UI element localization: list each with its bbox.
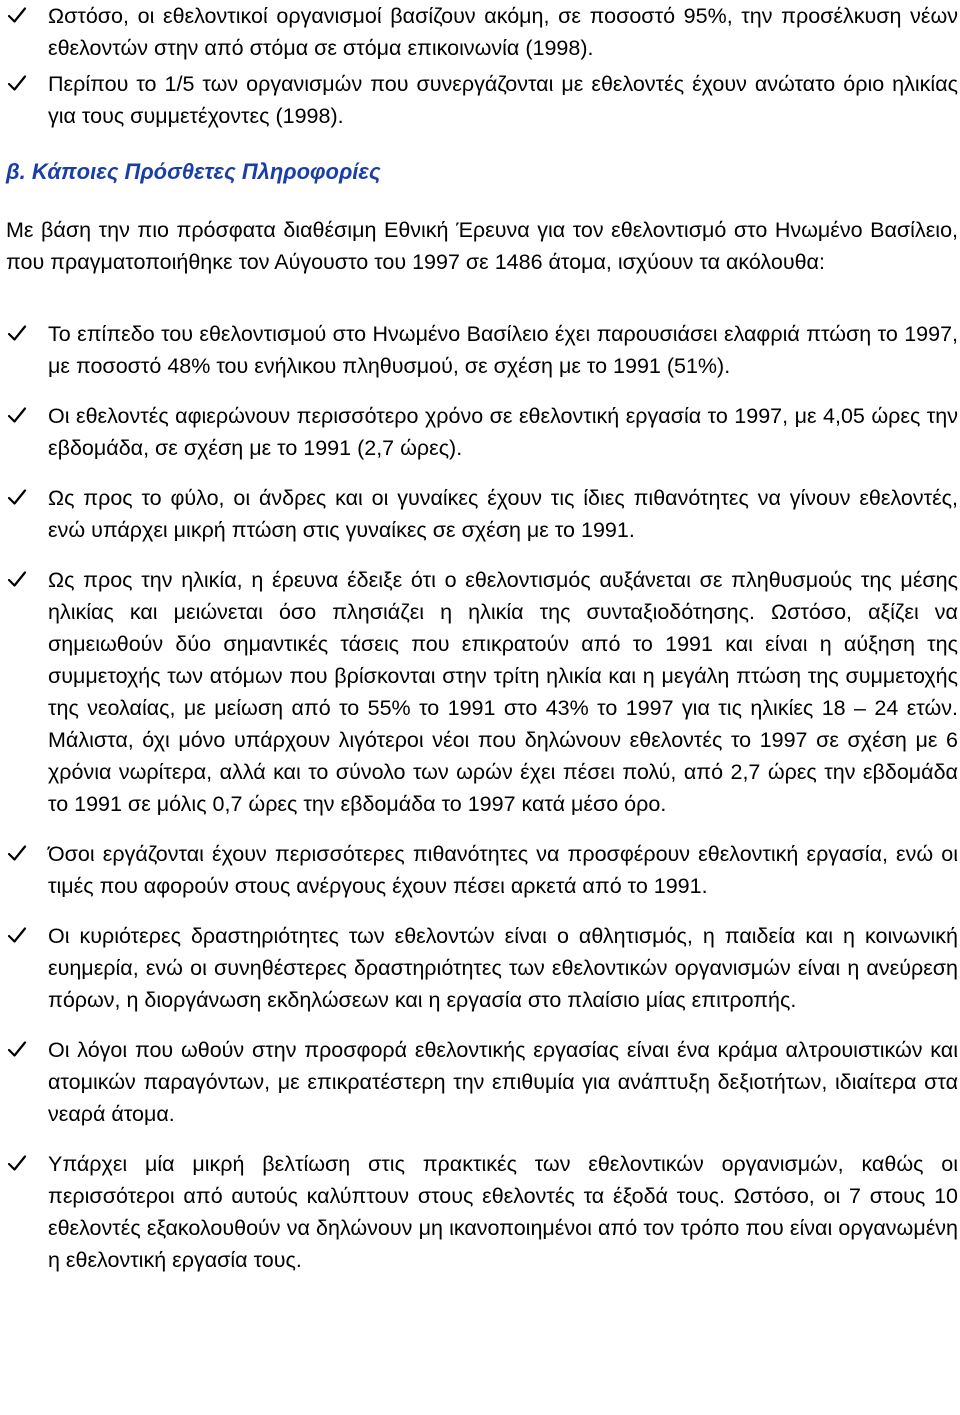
- check-icon: [6, 72, 28, 94]
- list-item: [0, 400, 960, 464]
- bullet-text: Όσοι εργάζονται έχουν περισσότερες πιθανότητες να προσφέρουν εθελοντική εργασία, ενώ οι τιμές που αφορούν στους ανέργους έχουν πέσει αρκετά από το 1991.: [48, 842, 958, 898]
- list-item: [0, 1034, 960, 1130]
- bullet-text: Ως προς το φύλο, οι άνδρες και οι γυναίκες έχουν τις ίδιες πιθανότητες να γίνουν εθελοντές, ενώ υπάρχει μικρή πτώση στις γυναίκες σε σχέση με το 1991.: [48, 486, 958, 542]
- list-item: [0, 920, 960, 1016]
- list-item: [0, 482, 960, 546]
- list-item: [0, 0, 960, 64]
- bullet-text: Οι λόγοι που ωθούν στην προσφορά εθελοντικής εργασίας είναι ένα κράμα αλτρουιστικών και ατομικών παραγόντων, με επικρατέστερη την επιθυμία για ανάπτυξη δεξιοτήτων, ιδιαίτερα στα νεαρά άτομα.: [48, 1038, 958, 1126]
- check-icon: [6, 1152, 28, 1174]
- bullet-text: Οι κυριότερες δραστηριότητες των εθελοντών είναι ο αθλητισμός, η παιδεία και η κοινωνική ευημερία, ενώ οι συνηθέστερες δραστηριότητες των εθελοντικών οργανισμών είναι η ανεύρεση πόρων, η διοργάνωση εκδηλώσεων και η εργασία στο πλαίσιο μίας επιτροπής.: [48, 924, 958, 1012]
- section-heading: β. Κάποιες Πρόσθετες Πληροφορίες: [6, 159, 381, 184]
- check-icon: [6, 1038, 28, 1060]
- findings-bullet-list: [0, 318, 960, 1276]
- top-bullet-list: [0, 0, 960, 132]
- check-icon: [6, 4, 28, 26]
- bullet-text: Οι εθελοντές αφιερώνουν περισσότερο χρόνο σε εθελοντική εργασία το 1997, με 4,05 ώρες την εβδομάδα, σε σχέση με το 1991 (2,7 ώρες).: [48, 404, 958, 460]
- list-item: [0, 564, 960, 820]
- bullet-text: Περίπου το 1/5 των οργανισμών που συνεργάζονται με εθελοντές έχουν ανώτατο όριο ηλικίας για τους συμμετέχοντες (1998).: [48, 72, 958, 128]
- bullet-text: Ως προς την ηλικία, η έρευνα έδειξε ότι ο εθελοντισμός αυξάνεται σε πληθυσμούς της μέσης ηλικίας και μειώνεται όσο πλησιάζει η ηλικία της συνταξιοδότησης. Ωστόσο, αξίζει να σημειωθούν δύο σημαντικές τάσεις που επικρατούν από το 1991 και είναι η αύξηση της συμμετοχής των ατόμων που βρίσκονται στην τρίτη ηλικία και η μεγάλη πτώση της συμμετοχής της νεολαίας, με μείωση από το 55% το 1991 στο 43% το 1997 για τις ηλικίες 18 – 24 ετών. Μάλιστα, όχι μόνο υπάρχουν λιγότεροι νέοι που δηλώνουν εθελοντές το 1997 σε σχέση με 6 χρόνια νωρίτερα, αλλά και το σύνολο των ωρών έχει πέσει πολύ, από 2,7 ώρες την εβδομάδα το 1991 σε μόλις 0,7 ώρες την εβδομάδα το 1997 κατά μέσο όρο.: [48, 568, 958, 816]
- list-item: [0, 68, 960, 132]
- list-item: [0, 1148, 960, 1276]
- list-item: [0, 318, 960, 382]
- list-item: [0, 838, 960, 902]
- check-icon: [6, 486, 28, 508]
- check-icon: [6, 322, 28, 344]
- bullet-text: Υπάρχει μία μικρή βελτίωση στις πρακτικές των εθελοντικών οργανισμών, καθώς οι περισσότεροι από αυτούς καλύπτουν στους εθελοντές τα έξοδά τους. Ωστόσο, οι 7 στους 10 εθελοντές εξακολουθούν να δηλώνουν μη ικανοποιημένοι από τον τρόπο που είναι οργανωμένη η εθελοντική εργασία τους.: [48, 1152, 958, 1272]
- bullet-text: Ωστόσο, οι εθελοντικοί οργανισμοί βασίζουν ακόμη, σε ποσοστό 95%, την προσέλκυση νέων εθελοντών στην από στόμα σε στόμα επικοινωνία (1998).: [48, 4, 958, 60]
- check-icon: [6, 842, 28, 864]
- check-icon: [6, 568, 28, 590]
- check-icon: [6, 924, 28, 946]
- check-icon: [6, 404, 28, 426]
- bullet-text: Το επίπεδο του εθελοντισμού στο Ηνωμένο Βασίλειο έχει παρουσιάσει ελαφριά πτώση το 1997, με ποσοστό 48% του ενήλικου πληθυσμού, σε σχέση με το 1991 (51%).: [48, 322, 958, 378]
- intro-paragraph: Με βάση την πιο πρόσφατα διαθέσιμη Εθνική Έρευνα για τον εθελοντισμό στο Ηνωμένο Βασίλειο, που πραγματοποιήθηκε τον Αύγουστο του 1997 σε 1486 άτομα, ισχύουν τα ακόλουθα:: [6, 218, 958, 274]
